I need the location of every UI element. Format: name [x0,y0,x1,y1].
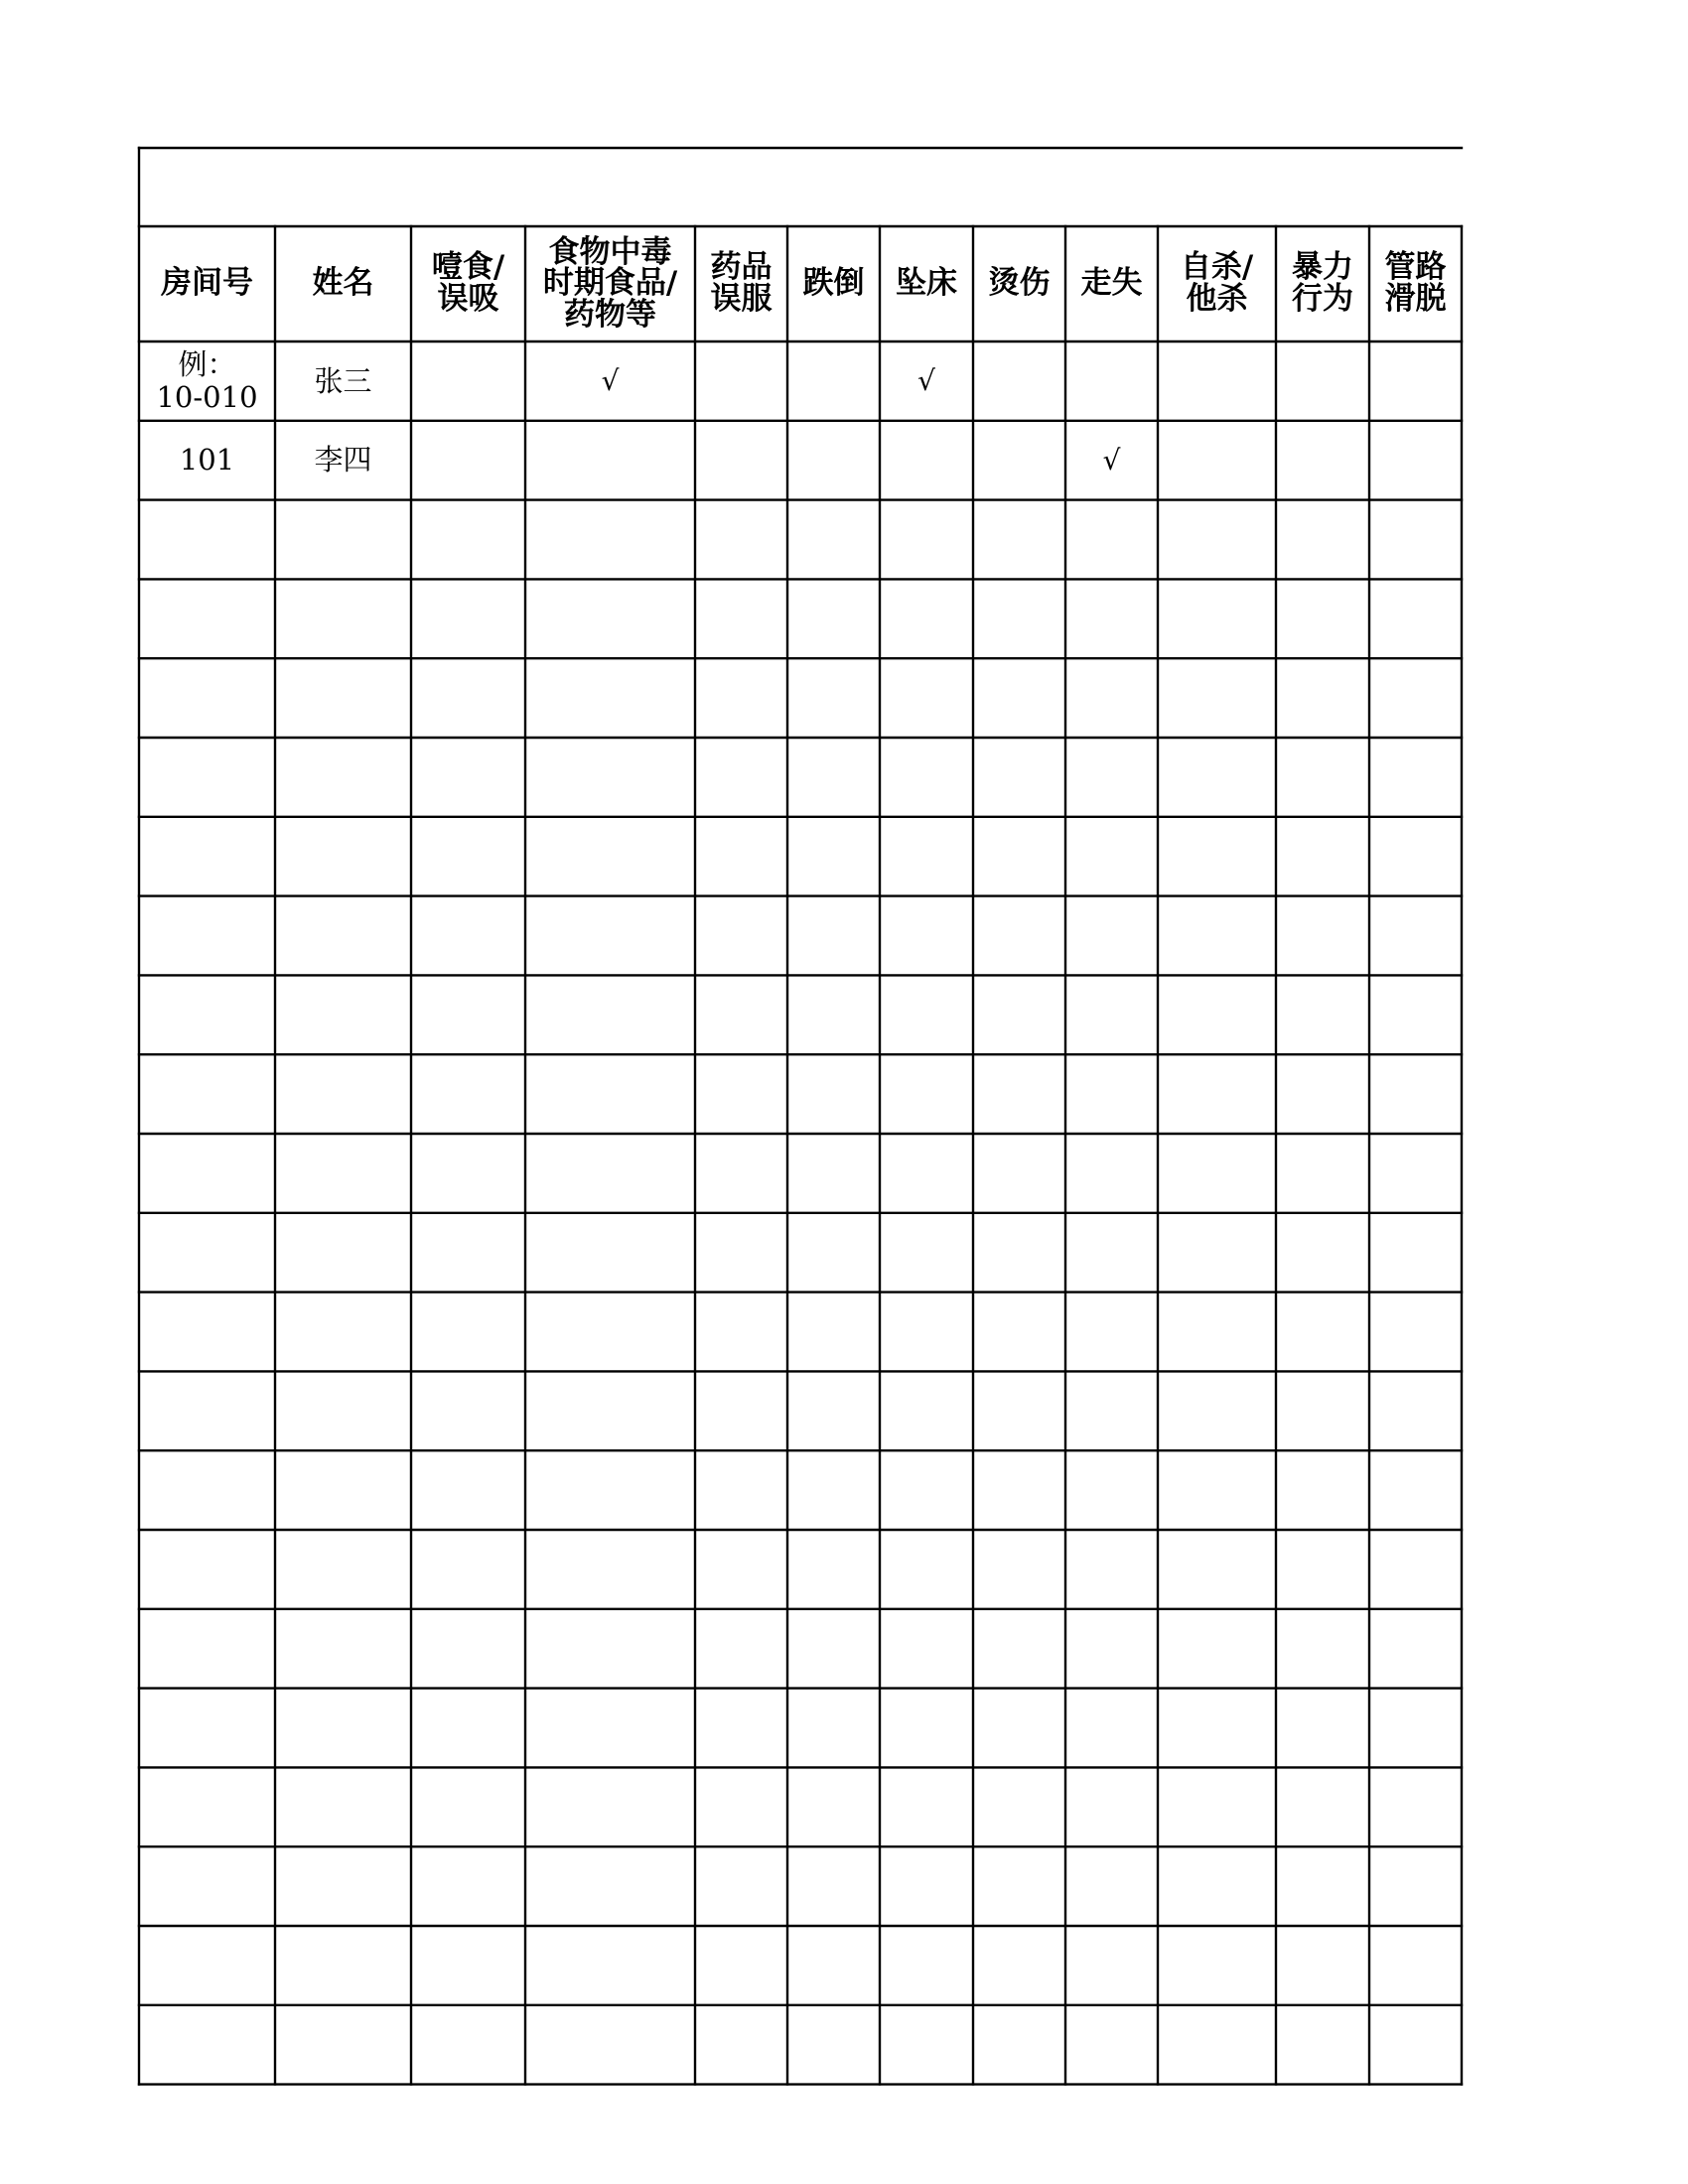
risk-cell-fall[interactable] [787,421,880,500]
room-number-cell[interactable] [139,2005,275,2085]
risk-cell-suicide[interactable] [1158,1213,1276,1293]
risk-cell-bed_fall[interactable] [880,896,973,976]
risk-cell-drug_misuse[interactable] [695,1609,787,1689]
risk-cell-tube_slip[interactable] [1369,1293,1462,1372]
risk-cell-violence[interactable] [1276,1293,1369,1372]
risk-cell-scald[interactable] [973,1213,1065,1293]
risk-cell-scald[interactable] [973,1450,1065,1530]
risk-cell-bed_fall[interactable] [880,817,973,896]
risk-cell-food_poison[interactable] [525,975,695,1054]
resident-name-cell[interactable] [275,1450,411,1530]
risk-cell-wander[interactable] [1065,341,1158,421]
risk-cell-wander[interactable] [1065,975,1158,1054]
risk-cell-food_poison[interactable] [525,1689,695,1768]
room-number-cell[interactable] [139,817,275,896]
risk-cell-fall[interactable] [787,579,880,658]
column-header-suicide: 自杀/ 他杀 [1180,249,1254,317]
risk-cell-violence[interactable] [1276,1371,1369,1450]
risk-cell-wander[interactable] [1065,1689,1158,1768]
risk-cell-tube_slip[interactable] [1369,1767,1462,1846]
risk-cell-fall[interactable] [787,1767,880,1846]
resident-name-cell[interactable] [275,1213,411,1293]
column-header-violence: 暴力 行为 [1292,249,1353,317]
risk-cell-suicide[interactable] [1158,1530,1276,1609]
risk-cell-tube_slip[interactable] [1369,421,1462,500]
risk-cell-scald[interactable] [973,341,1065,421]
risk-cell-scald[interactable] [973,1689,1065,1768]
risk-cell-fall[interactable] [787,1371,880,1450]
risk-cell-wander[interactable] [1065,2005,1158,2085]
resident-name-cell[interactable] [275,738,411,817]
risk-cell-food_poison[interactable] [525,738,695,817]
resident-name-cell[interactable] [275,658,411,738]
risk-cell-fall[interactable] [787,1846,880,1926]
risk-cell-food_poison[interactable] [525,1134,695,1213]
risk-cell-wander[interactable] [1065,1450,1158,1530]
risk-cell-scald[interactable] [973,1609,1065,1689]
risk-cell-bed_fall[interactable] [880,1134,973,1213]
risk-cell-wander[interactable] [1065,1767,1158,1846]
risk-cell-tube_slip[interactable] [1369,1213,1462,1293]
risk-cell-violence[interactable] [1276,658,1369,738]
column-header-choke: 噎食/ 误吸 [431,249,505,317]
risk-cell-food_poison[interactable] [525,2005,695,2085]
risk-cell-suicide[interactable] [1158,817,1276,896]
resident-name-cell[interactable] [275,1767,411,1846]
risk-cell-wander[interactable] [1065,817,1158,896]
risk-cell-bed_fall[interactable] [880,1293,973,1372]
risk-cell-drug_misuse[interactable] [695,1530,787,1609]
risk-cell-choke[interactable] [411,421,525,500]
risk-cell-drug_misuse[interactable] [695,421,787,500]
risk-cell-food_poison[interactable] [525,1609,695,1689]
risk-cell-tube_slip[interactable] [1369,579,1462,658]
risk-cell-choke[interactable] [411,1846,525,1926]
risk-cell-fall[interactable] [787,1134,880,1213]
risk-cell-violence[interactable] [1276,2005,1369,2085]
risk-cell-fall[interactable] [787,1689,880,1768]
risk-cell-violence[interactable] [1276,1846,1369,1926]
risk-cell-tube_slip[interactable] [1369,1530,1462,1609]
risk-cell-wander[interactable] [1065,1846,1158,1926]
risk-cell-wander[interactable] [1065,1530,1158,1609]
risk-cell-bed_fall[interactable] [880,738,973,817]
risk-cell-fall[interactable] [787,1293,880,1372]
risk-cell-violence[interactable] [1276,1609,1369,1689]
risk-cell-choke[interactable] [411,658,525,738]
resident-name-cell[interactable] [275,975,411,1054]
resident-name-cell[interactable] [275,1530,411,1609]
risk-cell-violence[interactable] [1276,1213,1369,1293]
risk-cell-drug_misuse[interactable] [695,500,787,580]
resident-name-cell[interactable] [275,817,411,896]
room-number-cell[interactable] [139,1767,275,1846]
risk-cell-fall[interactable] [787,1054,880,1134]
risk-cell-bed_fall[interactable] [880,2005,973,2085]
risk-cell-food_poison[interactable] [525,1530,695,1609]
column-header-wander: 走失 [1080,265,1143,302]
risk-cell-choke[interactable] [411,1371,525,1450]
risk-cell-fall[interactable] [787,658,880,738]
risk-cell-scald[interactable] [973,1293,1065,1372]
risk-cell-tube_slip[interactable] [1369,2005,1462,2085]
risk-cell-tube_slip[interactable] [1369,500,1462,580]
risk-cell-bed_fall[interactable] [880,1767,973,1846]
risk-cell-fall[interactable] [787,1213,880,1293]
risk-cell-wander[interactable] [1065,658,1158,738]
risk-cell-drug_misuse[interactable] [695,1450,787,1530]
resident-name-cell[interactable]: 李四 [314,443,372,478]
risk-cell-suicide[interactable] [1158,1609,1276,1689]
risk-cell-food_poison[interactable] [525,1450,695,1530]
risk-cell-tube_slip[interactable] [1369,658,1462,738]
risk-cell-choke[interactable] [411,1134,525,1213]
room-number-cell[interactable] [139,975,275,1054]
risk-cell-suicide[interactable] [1158,1689,1276,1768]
risk-cell-food_poison[interactable] [525,658,695,738]
risk-cell-choke[interactable] [411,2005,525,2085]
risk-cell-violence[interactable] [1276,975,1369,1054]
risk-cell-scald[interactable] [973,896,1065,976]
risk-cell-bed_fall[interactable] [880,1846,973,1926]
resident-name-cell[interactable] [275,896,411,976]
risk-cell-wander[interactable] [1065,1293,1158,1372]
risk-cell-food_poison[interactable] [525,579,695,658]
room-number-cell[interactable] [139,1846,275,1926]
risk-cell-tube_slip[interactable] [1369,1609,1462,1689]
risk-cell-choke[interactable] [411,1689,525,1768]
room-number-cell[interactable]: 101 [179,443,235,478]
resident-name-cell[interactable]: 张三 [314,363,372,398]
risk-cell-fall[interactable] [787,500,880,580]
risk-cell-suicide[interactable] [1158,1926,1276,2005]
risk-cell-scald[interactable] [973,1846,1065,1926]
risk-cell-choke[interactable] [411,579,525,658]
risk-cell-tube_slip[interactable] [1369,1689,1462,1768]
risk-cell-suicide[interactable] [1158,421,1276,500]
room-number-cell[interactable] [139,1371,275,1450]
risk-cell-scald[interactable] [973,1371,1065,1450]
risk-cell-wander[interactable] [1065,579,1158,658]
risk-cell-fall[interactable] [787,2005,880,2085]
risk-cell-wander[interactable] [1065,896,1158,976]
column-header-food_poison: 食物中毒 时期食品/ 药物等 [542,233,678,333]
risk-cell-choke[interactable] [411,896,525,976]
room-number-cell[interactable] [139,1926,275,2005]
risk-cell-tube_slip[interactable] [1369,738,1462,817]
risk-cell-suicide[interactable] [1158,1846,1276,1926]
risk-cell-food_poison[interactable] [525,1293,695,1372]
risk-cell-suicide[interactable] [1158,579,1276,658]
risk-cell-suicide[interactable] [1158,1371,1276,1450]
risk-cell-food_poison[interactable] [525,1054,695,1134]
room-number-cell[interactable] [139,1293,275,1372]
risk-cell-drug_misuse[interactable] [695,341,787,421]
risk-cell-wander[interactable] [1065,1609,1158,1689]
risk-cell-drug_misuse[interactable] [695,817,787,896]
risk-cell-bed_fall[interactable] [880,975,973,1054]
risk-cell-food_poison[interactable] [525,896,695,976]
risk-cell-violence[interactable] [1276,1767,1369,1846]
risk-cell-bed_fall[interactable] [880,500,973,580]
risk-cell-suicide[interactable] [1158,1293,1276,1372]
risk-cell-fall[interactable] [787,817,880,896]
risk-cell-scald[interactable] [973,500,1065,580]
room-number-cell[interactable] [139,896,275,976]
risk-cell-wander[interactable] [1065,738,1158,817]
resident-name-cell[interactable] [275,1846,411,1926]
risk-cell-tube_slip[interactable] [1369,1054,1462,1134]
risk-cell-fall[interactable] [787,896,880,976]
room-number-cell[interactable] [139,1054,275,1134]
risk-cell-choke[interactable] [411,975,525,1054]
risk-cell-drug_misuse[interactable] [695,658,787,738]
room-number-cell[interactable] [139,1609,275,1689]
check-mark: √ [601,364,620,398]
risk-cell-drug_misuse[interactable] [695,738,787,817]
risk-cell-fall[interactable] [787,975,880,1054]
risk-cell-suicide[interactable] [1158,896,1276,976]
risk-cell-fall[interactable] [787,1450,880,1530]
risk-cell-choke[interactable] [411,1293,525,1372]
risk-cell-choke[interactable] [411,500,525,580]
risk-cell-suicide[interactable] [1158,1054,1276,1134]
risk-cell-scald[interactable] [973,817,1065,896]
risk-cell-drug_misuse[interactable] [695,1054,787,1134]
risk-cell-wander[interactable] [1065,1054,1158,1134]
risk-cell-food_poison[interactable] [525,1926,695,2005]
resident-name-cell[interactable] [275,2005,411,2085]
risk-cell-wander[interactable] [1065,421,1158,500]
risk-cell-tube_slip[interactable] [1369,975,1462,1054]
risk-cell-wander[interactable] [1065,1134,1158,1213]
resident-name-cell[interactable] [275,1926,411,2005]
risk-cell-fall[interactable] [787,341,880,421]
risk-cell-scald[interactable] [973,2005,1065,2085]
risk-cell-suicide[interactable] [1158,1134,1276,1213]
risk-cell-wander[interactable] [1065,1926,1158,2005]
risk-cell-scald[interactable] [973,738,1065,817]
column-header-name: 姓名 [312,265,374,302]
risk-cell-wander[interactable] [1065,500,1158,580]
risk-cell-bed_fall[interactable] [880,658,973,738]
risk-cell-violence[interactable] [1276,341,1369,421]
risk-cell-drug_misuse[interactable] [695,1689,787,1768]
risk-cell-scald[interactable] [973,1767,1065,1846]
risk-cell-tube_slip[interactable] [1369,1846,1462,1926]
risk-cell-choke[interactable] [411,1450,525,1530]
risk-cell-scald[interactable] [973,658,1065,738]
risk-cell-violence[interactable] [1276,817,1369,896]
resident-name-cell[interactable] [275,1293,411,1372]
risk-cell-choke[interactable] [411,1609,525,1689]
risk-cell-food_poison[interactable] [525,1846,695,1926]
risk-cell-tube_slip[interactable] [1369,1371,1462,1450]
risk-cell-bed_fall[interactable] [880,1609,973,1689]
column-header-room: 房间号 [161,265,253,302]
resident-name-cell[interactable] [275,1689,411,1768]
risk-cell-bed_fall[interactable] [880,1054,973,1134]
risk-cell-violence[interactable] [1276,896,1369,976]
risk-cell-violence[interactable] [1276,1926,1369,2005]
risk-cell-food_poison[interactable] [525,1213,695,1293]
risk-cell-drug_misuse[interactable] [695,2005,787,2085]
risk-cell-drug_misuse[interactable] [695,579,787,658]
risk-cell-choke[interactable] [411,1530,525,1609]
risk-cell-scald[interactable] [973,579,1065,658]
risk-cell-tube_slip[interactable] [1369,1450,1462,1530]
risk-cell-bed_fall[interactable] [880,1689,973,1768]
resident-name-cell[interactable] [275,1371,411,1450]
room-number-cell[interactable] [139,658,275,738]
column-header-fall: 跌倒 [802,265,865,302]
risk-cell-drug_misuse[interactable] [695,1846,787,1926]
risk-cell-tube_slip[interactable] [1369,896,1462,976]
risk-cell-suicide[interactable] [1158,658,1276,738]
risk-cell-choke[interactable] [411,1767,525,1846]
room-number-cell[interactable] [139,1134,275,1213]
resident-name-cell[interactable] [275,1054,411,1134]
risk-cell-violence[interactable] [1276,1450,1369,1530]
risk-cell-drug_misuse[interactable] [695,1767,787,1846]
risk-cell-choke[interactable] [411,817,525,896]
risk-cell-fall[interactable] [787,1926,880,2005]
risk-cell-tube_slip[interactable] [1369,341,1462,421]
risk-cell-choke[interactable] [411,738,525,817]
room-number-cell[interactable] [139,1450,275,1530]
room-number-cell[interactable] [139,579,275,658]
column-header-scald: 烫伤 [988,265,1051,302]
risk-cell-tube_slip[interactable] [1369,1134,1462,1213]
resident-name-cell[interactable] [275,500,411,580]
resident-name-cell[interactable] [275,579,411,658]
risk-cell-violence[interactable] [1276,1134,1369,1213]
check-mark: √ [917,364,935,398]
risk-cell-fall[interactable] [787,1530,880,1609]
risk-cell-bed_fall[interactable] [880,1926,973,2005]
risk-cell-drug_misuse[interactable] [695,975,787,1054]
risk-cell-bed_fall[interactable] [880,421,973,500]
risk-cell-suicide[interactable] [1158,500,1276,580]
risk-cell-scald[interactable] [973,421,1065,500]
risk-cell-suicide[interactable] [1158,1450,1276,1530]
risk-cell-scald[interactable] [973,1926,1065,2005]
room-number-cell[interactable]: 例： 10-010 [156,347,258,414]
risk-cell-bed_fall[interactable] [880,1213,973,1293]
risk-cell-scald[interactable] [973,1134,1065,1213]
room-number-cell[interactable] [139,1530,275,1609]
risk-cell-violence[interactable] [1276,1054,1369,1134]
risk-cell-food_poison[interactable] [525,1767,695,1846]
risk-cell-violence[interactable] [1276,1689,1369,1768]
risk-cell-violence[interactable] [1276,500,1369,580]
risk-cell-suicide[interactable] [1158,341,1276,421]
resident-name-cell[interactable] [275,1134,411,1213]
column-header-bed_fall: 坠床 [896,265,957,302]
column-header-drug_misuse: 药品 误服 [710,249,773,317]
resident-name-cell[interactable] [275,1609,411,1689]
risk-cell-violence[interactable] [1276,738,1369,817]
risk-cell-drug_misuse[interactable] [695,1371,787,1450]
risk-cell-wander[interactable] [1065,1371,1158,1450]
risk-cell-suicide[interactable] [1158,975,1276,1054]
risk-cell-food_poison[interactable] [525,817,695,896]
sheet-title [139,148,1462,226]
risk-cell-bed_fall[interactable] [880,341,973,421]
risk-cell-choke[interactable] [411,341,525,421]
risk-cell-choke[interactable] [411,1054,525,1134]
risk-cell-fall[interactable] [787,738,880,817]
risk-cell-drug_misuse[interactable] [695,1213,787,1293]
risk-cell-drug_misuse[interactable] [695,1926,787,2005]
risk-cell-drug_misuse[interactable] [695,1134,787,1213]
risk-cell-tube_slip[interactable] [1369,1926,1462,2005]
room-number-cell[interactable] [139,1213,275,1293]
risk-cell-scald[interactable] [973,1530,1065,1609]
risk-cell-food_poison[interactable] [525,500,695,580]
risk-cell-choke[interactable] [411,1213,525,1293]
risk-cell-food_poison[interactable] [525,421,695,500]
risk-cell-bed_fall[interactable] [880,1530,973,1609]
risk-cell-suicide[interactable] [1158,1767,1276,1846]
risk-cell-food_poison[interactable] [525,1371,695,1450]
risk-cell-scald[interactable] [973,975,1065,1054]
risk-cell-suicide[interactable] [1158,738,1276,817]
risk-cell-scald[interactable] [973,1054,1065,1134]
room-number-cell[interactable] [139,1689,275,1768]
risk-cell-drug_misuse[interactable] [695,1293,787,1372]
risk-cell-violence[interactable] [1276,579,1369,658]
risk-cell-violence[interactable] [1276,421,1369,500]
risk-cell-violence[interactable] [1276,1530,1369,1609]
risk-cell-suicide[interactable] [1158,2005,1276,2085]
risk-cell-choke[interactable] [411,1926,525,2005]
risk-cell-bed_fall[interactable] [880,1371,973,1450]
check-mark: √ [1102,444,1121,478]
risk-cell-tube_slip[interactable] [1369,817,1462,896]
risk-cell-food_poison[interactable] [525,341,695,421]
risk-cell-fall[interactable] [787,1609,880,1689]
column-header-tube_slip: 管路 滑脱 [1384,249,1447,317]
risk-cell-drug_misuse[interactable] [695,896,787,976]
risk-cell-wander[interactable] [1065,1213,1158,1293]
room-number-cell[interactable] [139,500,275,580]
risk-cell-bed_fall[interactable] [880,579,973,658]
risk-cell-bed_fall[interactable] [880,1450,973,1530]
room-number-cell[interactable] [139,738,275,817]
